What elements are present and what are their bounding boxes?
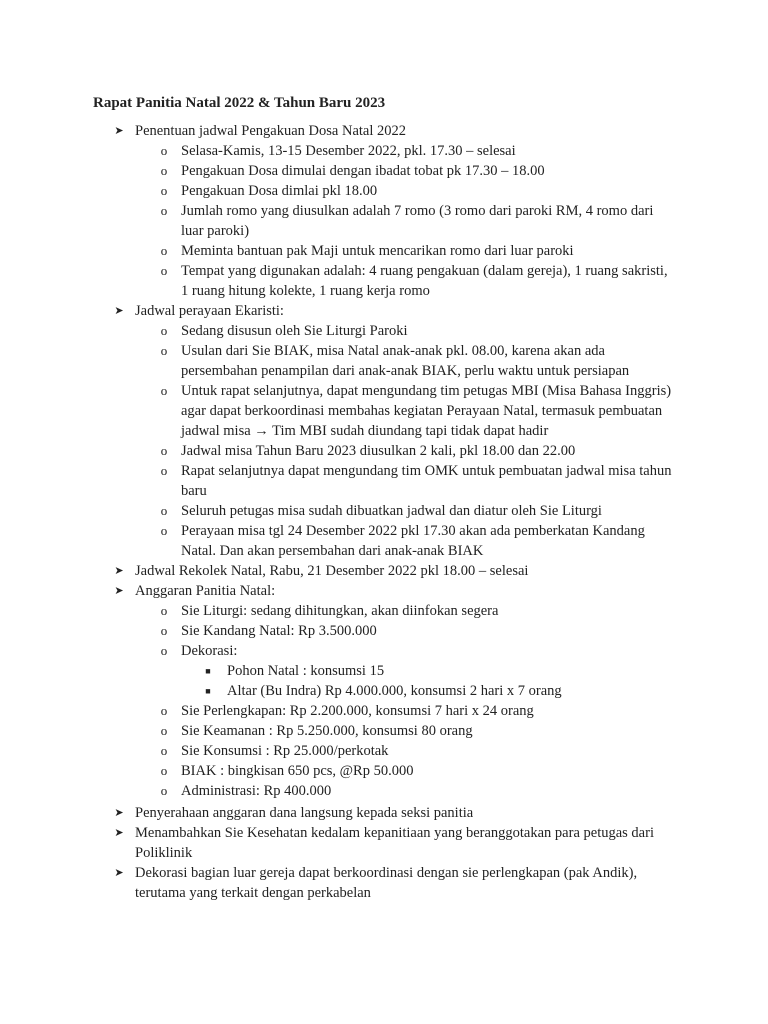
list-item-text: Anggaran Panitia Natal: xyxy=(135,583,276,599)
list-item-level-1 xyxy=(0,121,768,141)
list-item-level-2 xyxy=(0,201,768,241)
bullet-marker: ➤ xyxy=(114,565,124,577)
list-item-text: Rapat selanjutnya dapat mengundang tim OMK untuk pembuatan jadwal misa tahun baru xyxy=(181,463,672,499)
list-item-level-1 xyxy=(0,301,768,321)
list-item-text: Jadwal perayaan Ekaristi: xyxy=(135,303,284,319)
bullet-marker: o xyxy=(160,163,168,178)
list-item-level-2 xyxy=(0,321,768,341)
list-item-text: Sie Perlengkapan: Rp 2.200.000, konsumsi 7 hari x 24 orang xyxy=(181,703,534,719)
list-item-level-2 xyxy=(0,601,768,621)
list-item-level-3 xyxy=(0,661,768,681)
bullet-marker: ■ xyxy=(205,666,211,676)
minutes-list xyxy=(0,121,768,903)
list-item-text: Sie Kandang Natal: Rp 3.500.000 xyxy=(181,623,377,639)
list-item-text: Seluruh petugas misa sudah dibuatkan jadwal dan diatur oleh Sie Liturgi xyxy=(181,503,602,519)
document-title: Rapat Panitia Natal 2022 & Tahun Baru 2023 xyxy=(93,95,386,111)
list-item-text: Penyerahaan anggaran dana langsung kepada seksi panitia xyxy=(135,805,474,821)
list-item-level-3 xyxy=(0,681,768,701)
list-item-text: Perayaan misa tgl 24 Desember 2022 pkl 17.30 akan ada pemberkatan Kandang Natal. Dan akan persembahan dari anak-anak BIAK xyxy=(181,523,645,559)
list-item-level-2 xyxy=(0,141,768,161)
list-item-text: Jumlah romo yang diusulkan adalah 7 romo (3 romo dari paroki RM, 4 romo dari luar paroki) xyxy=(181,203,654,239)
list-item-level-2 xyxy=(0,381,768,441)
list-item-level-2 xyxy=(0,161,768,181)
bullet-marker: ➤ xyxy=(114,867,124,879)
bullet-marker: ➤ xyxy=(114,305,124,317)
list-item-text: Administrasi: Rp 400.000 xyxy=(181,783,332,799)
bullet-marker: o xyxy=(160,263,168,278)
list-item-text: Usulan dari Sie BIAK, misa Natal anak-anak pkl. 08.00, karena akan ada persembahan penampilan dari anak-anak BIAK, perlu waktu untuk persiapan xyxy=(181,343,630,379)
bullet-marker: ➤ xyxy=(114,807,124,819)
list-item-text: BIAK : bingkisan 650 pcs, @Rp 50.000 xyxy=(181,763,414,779)
bullet-marker: o xyxy=(160,603,168,618)
list-item-level-2 xyxy=(0,521,768,561)
bullet-marker: o xyxy=(160,723,168,738)
list-item-text: Jadwal misa Tahun Baru 2023 diusulkan 2 kali, pkl 18.00 dan 22.00 xyxy=(181,443,576,459)
list-item-text: Selasa-Kamis, 13-15 Desember 2022, pkl. 17.30 – selesai xyxy=(181,143,516,159)
bullet-marker: o xyxy=(160,323,168,338)
list-item-level-2 xyxy=(0,721,768,741)
bullet-marker: o xyxy=(160,523,168,538)
bullet-marker: o xyxy=(160,143,168,158)
list-item-level-2 xyxy=(0,781,768,801)
bullet-marker: o xyxy=(160,763,168,778)
bullet-marker: o xyxy=(160,743,168,758)
bullet-marker: o xyxy=(160,443,168,458)
list-item-level-2 xyxy=(0,701,768,721)
list-item-level-2 xyxy=(0,441,768,461)
bullet-marker: o xyxy=(160,463,168,478)
bullet-marker: o xyxy=(160,203,168,218)
bullet-marker: o xyxy=(160,643,168,658)
list-item-text: Sie Keamanan : Rp 5.250.000, konsumsi 80 orang xyxy=(181,723,473,739)
list-item-level-1 xyxy=(0,863,768,903)
list-item-level-2 xyxy=(0,261,768,301)
list-item-text: Menambahkan Sie Kesehatan kedalam kepanitiaan yang beranggotakan para petugas dari Poliklinik xyxy=(135,825,654,861)
bullet-marker: o xyxy=(160,243,168,258)
list-item-level-2 xyxy=(0,241,768,261)
list-item-text: Dekorasi bagian luar gereja dapat berkoordinasi dengan sie perlengkapan (pak Andik), terutama yang terkait dengan perkabelan xyxy=(135,865,638,901)
list-item-level-1 xyxy=(0,803,768,823)
list-item-level-1 xyxy=(0,581,768,601)
list-item-text: Sie Liturgi: sedang dihitungkan, akan diinfokan segera xyxy=(181,603,499,619)
bullet-marker: o xyxy=(160,623,168,638)
bullet-marker: ➤ xyxy=(114,585,124,597)
list-item-text: Sedang disusun oleh Sie Liturgi Paroki xyxy=(181,323,408,339)
bullet-marker: ➤ xyxy=(114,827,124,839)
list-item-text: Meminta bantuan pak Maji untuk mencarikan romo dari luar paroki xyxy=(181,243,574,259)
bullet-marker: o xyxy=(160,783,168,798)
list-item-text: Untuk rapat selanjutnya, dapat mengundang tim petugas MBI (Misa Bahasa Inggris) agar dapat berkoordinasi membahas kegiatan Perayaan Natal, termasuk pembuatan jadwal misa → Tim MBI sudah diundang tapi tidak dapat hadir xyxy=(181,383,672,439)
bullet-marker: o xyxy=(160,503,168,518)
list-item-text: Altar (Bu Indra) Rp 4.000.000, konsumsi 2 hari x 7 orang xyxy=(227,683,562,699)
list-item-text: Pengakuan Dosa dimlai pkl 18.00 xyxy=(181,183,378,199)
list-item-level-2 xyxy=(0,341,768,381)
bullet-marker: o xyxy=(160,343,168,358)
list-item-level-2 xyxy=(0,181,768,201)
list-item-level-1 xyxy=(0,561,768,581)
list-item-text: Pohon Natal : konsumsi 15 xyxy=(227,663,385,679)
list-item-text: Penentuan jadwal Pengakuan Dosa Natal 2022 xyxy=(135,123,406,139)
list-item-text: Pengakuan Dosa dimulai dengan ibadat tobat pk 17.30 – 18.00 xyxy=(181,163,545,179)
list-item-level-2 xyxy=(0,741,768,761)
bullet-marker: o xyxy=(160,383,168,398)
bullet-marker: ■ xyxy=(205,686,211,696)
list-item-level-2 xyxy=(0,761,768,781)
list-item-text: Jadwal Rekolek Natal, Rabu, 21 Desember 2022 pkl 18.00 – selesai xyxy=(135,563,529,579)
bullet-marker: o xyxy=(160,183,168,198)
list-item-text: Tempat yang digunakan adalah: 4 ruang pengakuan (dalam gereja), 1 ruang sakristi, 1 ruang hitung kolekte, 1 ruang kerja romo xyxy=(181,263,668,299)
list-item-level-2 xyxy=(0,621,768,641)
list-item-level-1 xyxy=(0,823,768,863)
list-item-level-2 xyxy=(0,461,768,501)
list-item-text: Dekorasi: xyxy=(181,643,238,659)
list-item-text: Sie Konsumsi : Rp 25.000/perkotak xyxy=(181,743,389,759)
bullet-marker: o xyxy=(160,703,168,718)
list-item-level-2 xyxy=(0,501,768,521)
bullet-marker: ➤ xyxy=(114,125,124,137)
list-item-level-2 xyxy=(0,641,768,661)
